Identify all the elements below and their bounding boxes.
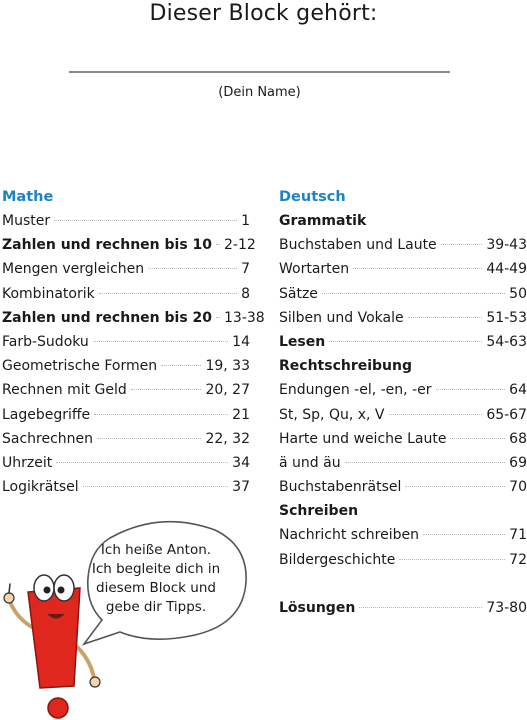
toc-label: Silben und Vokale xyxy=(279,309,404,326)
toc-page: 39-43 xyxy=(486,237,527,254)
toc-row xyxy=(2,257,250,281)
dot-leader xyxy=(54,220,237,221)
toc-label: Mengen vergleichen xyxy=(2,261,145,278)
page-title: Dieser Block gehört: xyxy=(149,1,378,26)
toc-row xyxy=(2,354,250,378)
bubble-line: gebe dir Tipps. xyxy=(105,599,207,615)
deutsch-column xyxy=(279,185,527,620)
dot-leader xyxy=(131,389,202,390)
toc-label: Sätze xyxy=(279,285,318,302)
toc-label: Zahlen und rechnen bis 20 xyxy=(2,309,213,326)
toc-page: 50 xyxy=(509,285,527,302)
toc-row xyxy=(279,378,527,402)
dot-leader xyxy=(93,341,228,342)
toc-label: Rechnen mit Geld xyxy=(2,382,127,399)
toc-page: 70 xyxy=(509,479,527,496)
bubble-line: Ich heiße Anton. xyxy=(100,542,212,558)
mathe-list xyxy=(2,209,265,499)
dot-leader xyxy=(161,365,201,366)
dot-leader xyxy=(56,462,228,463)
toc-label: Kombinatorik xyxy=(2,285,95,302)
toc-row xyxy=(279,427,527,451)
toc-row xyxy=(2,475,250,499)
dot-leader xyxy=(436,389,506,390)
toc-page: 21 xyxy=(232,406,250,423)
toc-label: Logikrätsel xyxy=(2,479,79,496)
dot-leader xyxy=(408,317,483,318)
toc-row xyxy=(2,330,250,354)
toc-page: 20, 27 xyxy=(205,382,250,399)
dot-leader xyxy=(405,486,505,487)
toc-page: 8 xyxy=(241,285,250,302)
toc-label: Uhrzeit xyxy=(2,454,53,471)
toc-page: 72 xyxy=(509,551,527,568)
dot-leader xyxy=(399,559,505,560)
dot-leader xyxy=(94,414,228,415)
bubble-line: Ich begleite dich in xyxy=(91,561,221,577)
toc-page: 44-49 xyxy=(486,261,527,278)
dot-leader xyxy=(353,268,482,269)
toc-row xyxy=(279,282,527,306)
toc-label: Muster xyxy=(2,213,51,229)
toc-page: 64 xyxy=(509,382,527,399)
toc-row-loesungen xyxy=(279,596,527,620)
toc-row xyxy=(279,523,527,547)
dot-leader xyxy=(423,534,505,535)
toc-label: Lagebegriffe xyxy=(2,406,91,423)
toc-label: Lesen xyxy=(279,333,326,350)
toc-page: 37 xyxy=(232,479,250,496)
dot-leader xyxy=(322,293,505,294)
toc-row xyxy=(279,451,527,475)
toc-row xyxy=(279,257,527,281)
schreiben-heading: Schreiben xyxy=(279,503,359,520)
name-line xyxy=(69,71,450,73)
bubble-line: diesem Block und xyxy=(96,580,216,596)
toc-page: 22, 32 xyxy=(205,430,250,447)
toc-page: 34 xyxy=(232,454,250,471)
toc-page: 1 xyxy=(241,213,250,229)
toc-row xyxy=(2,427,250,451)
toc-page: 73-80 xyxy=(486,600,527,616)
toc-row xyxy=(2,451,250,475)
toc-row xyxy=(279,475,527,499)
dot-leader xyxy=(148,268,237,269)
toc-row xyxy=(2,282,250,306)
name-caption: (Dein Name) xyxy=(218,85,301,100)
toc-label: Farb-Sudoku xyxy=(2,333,89,350)
toc-row xyxy=(2,403,250,427)
toc-page: 7 xyxy=(241,261,250,278)
spacer xyxy=(279,572,527,596)
toc-label: Zahlen und rechnen bis 10 xyxy=(2,237,213,254)
toc-page: 19, 33 xyxy=(205,358,250,375)
dot-leader xyxy=(389,414,483,415)
mathe-column xyxy=(2,185,265,499)
dot-leader xyxy=(345,462,506,463)
toc-row xyxy=(2,306,265,330)
toc-row xyxy=(279,403,527,427)
toc-page: 2-12 xyxy=(224,237,256,254)
toc-label: Wortarten xyxy=(279,261,350,278)
grammatik-list xyxy=(279,233,527,330)
anton-mascot-icon xyxy=(0,558,110,720)
toc-row xyxy=(2,209,250,233)
dot-leader xyxy=(216,244,220,245)
toc-row xyxy=(279,548,527,572)
toc-page: 13-38 xyxy=(224,309,265,326)
dot-leader xyxy=(216,317,220,318)
rechtschreibung-list xyxy=(279,378,527,499)
toc-label: Endungen -el, -en, -er xyxy=(279,382,432,399)
toc-page: 54-63 xyxy=(486,333,527,350)
deutsch-heading: Deutsch xyxy=(279,189,346,205)
grammatik-heading: Grammatik xyxy=(279,213,367,229)
toc-page: 51-53 xyxy=(486,309,527,326)
toc-page: 68 xyxy=(509,430,527,447)
toc-row xyxy=(2,378,250,402)
toc-label: Sachrechnen xyxy=(2,430,94,447)
toc-row xyxy=(2,233,256,257)
dot-leader xyxy=(329,341,482,342)
toc-label: ä und äu xyxy=(279,454,341,471)
dot-leader xyxy=(83,486,229,487)
toc-label: Bildergeschichte xyxy=(279,551,396,568)
toc-label: Buchstabenrätsel xyxy=(279,479,402,496)
toc-label: Lösungen xyxy=(279,600,356,616)
dot-leader xyxy=(359,607,482,608)
toc-page: 71 xyxy=(509,527,527,544)
dot-leader xyxy=(450,438,505,439)
dot-leader xyxy=(97,438,201,439)
dot-leader xyxy=(99,293,237,294)
toc-label: St, Sp, Qu, x, V xyxy=(279,406,385,423)
toc-label: Nachricht schreiben xyxy=(279,527,419,544)
toc-label: Buchstaben und Laute xyxy=(279,237,437,254)
toc-page: 14 xyxy=(232,333,250,350)
rechtschreibung-heading: Rechtschreibung xyxy=(279,358,413,375)
toc-page: 65-67 xyxy=(486,406,527,423)
toc-row xyxy=(279,233,527,257)
toc-label: Harte und weiche Laute xyxy=(279,430,447,447)
toc-row-lesen xyxy=(279,330,527,354)
mathe-heading: Mathe xyxy=(2,189,54,205)
schreiben-list xyxy=(279,523,527,571)
toc-page: 69 xyxy=(509,454,527,471)
toc-row xyxy=(279,306,527,330)
toc-label: Geometrische Formen xyxy=(2,358,158,375)
dot-leader xyxy=(441,244,483,245)
